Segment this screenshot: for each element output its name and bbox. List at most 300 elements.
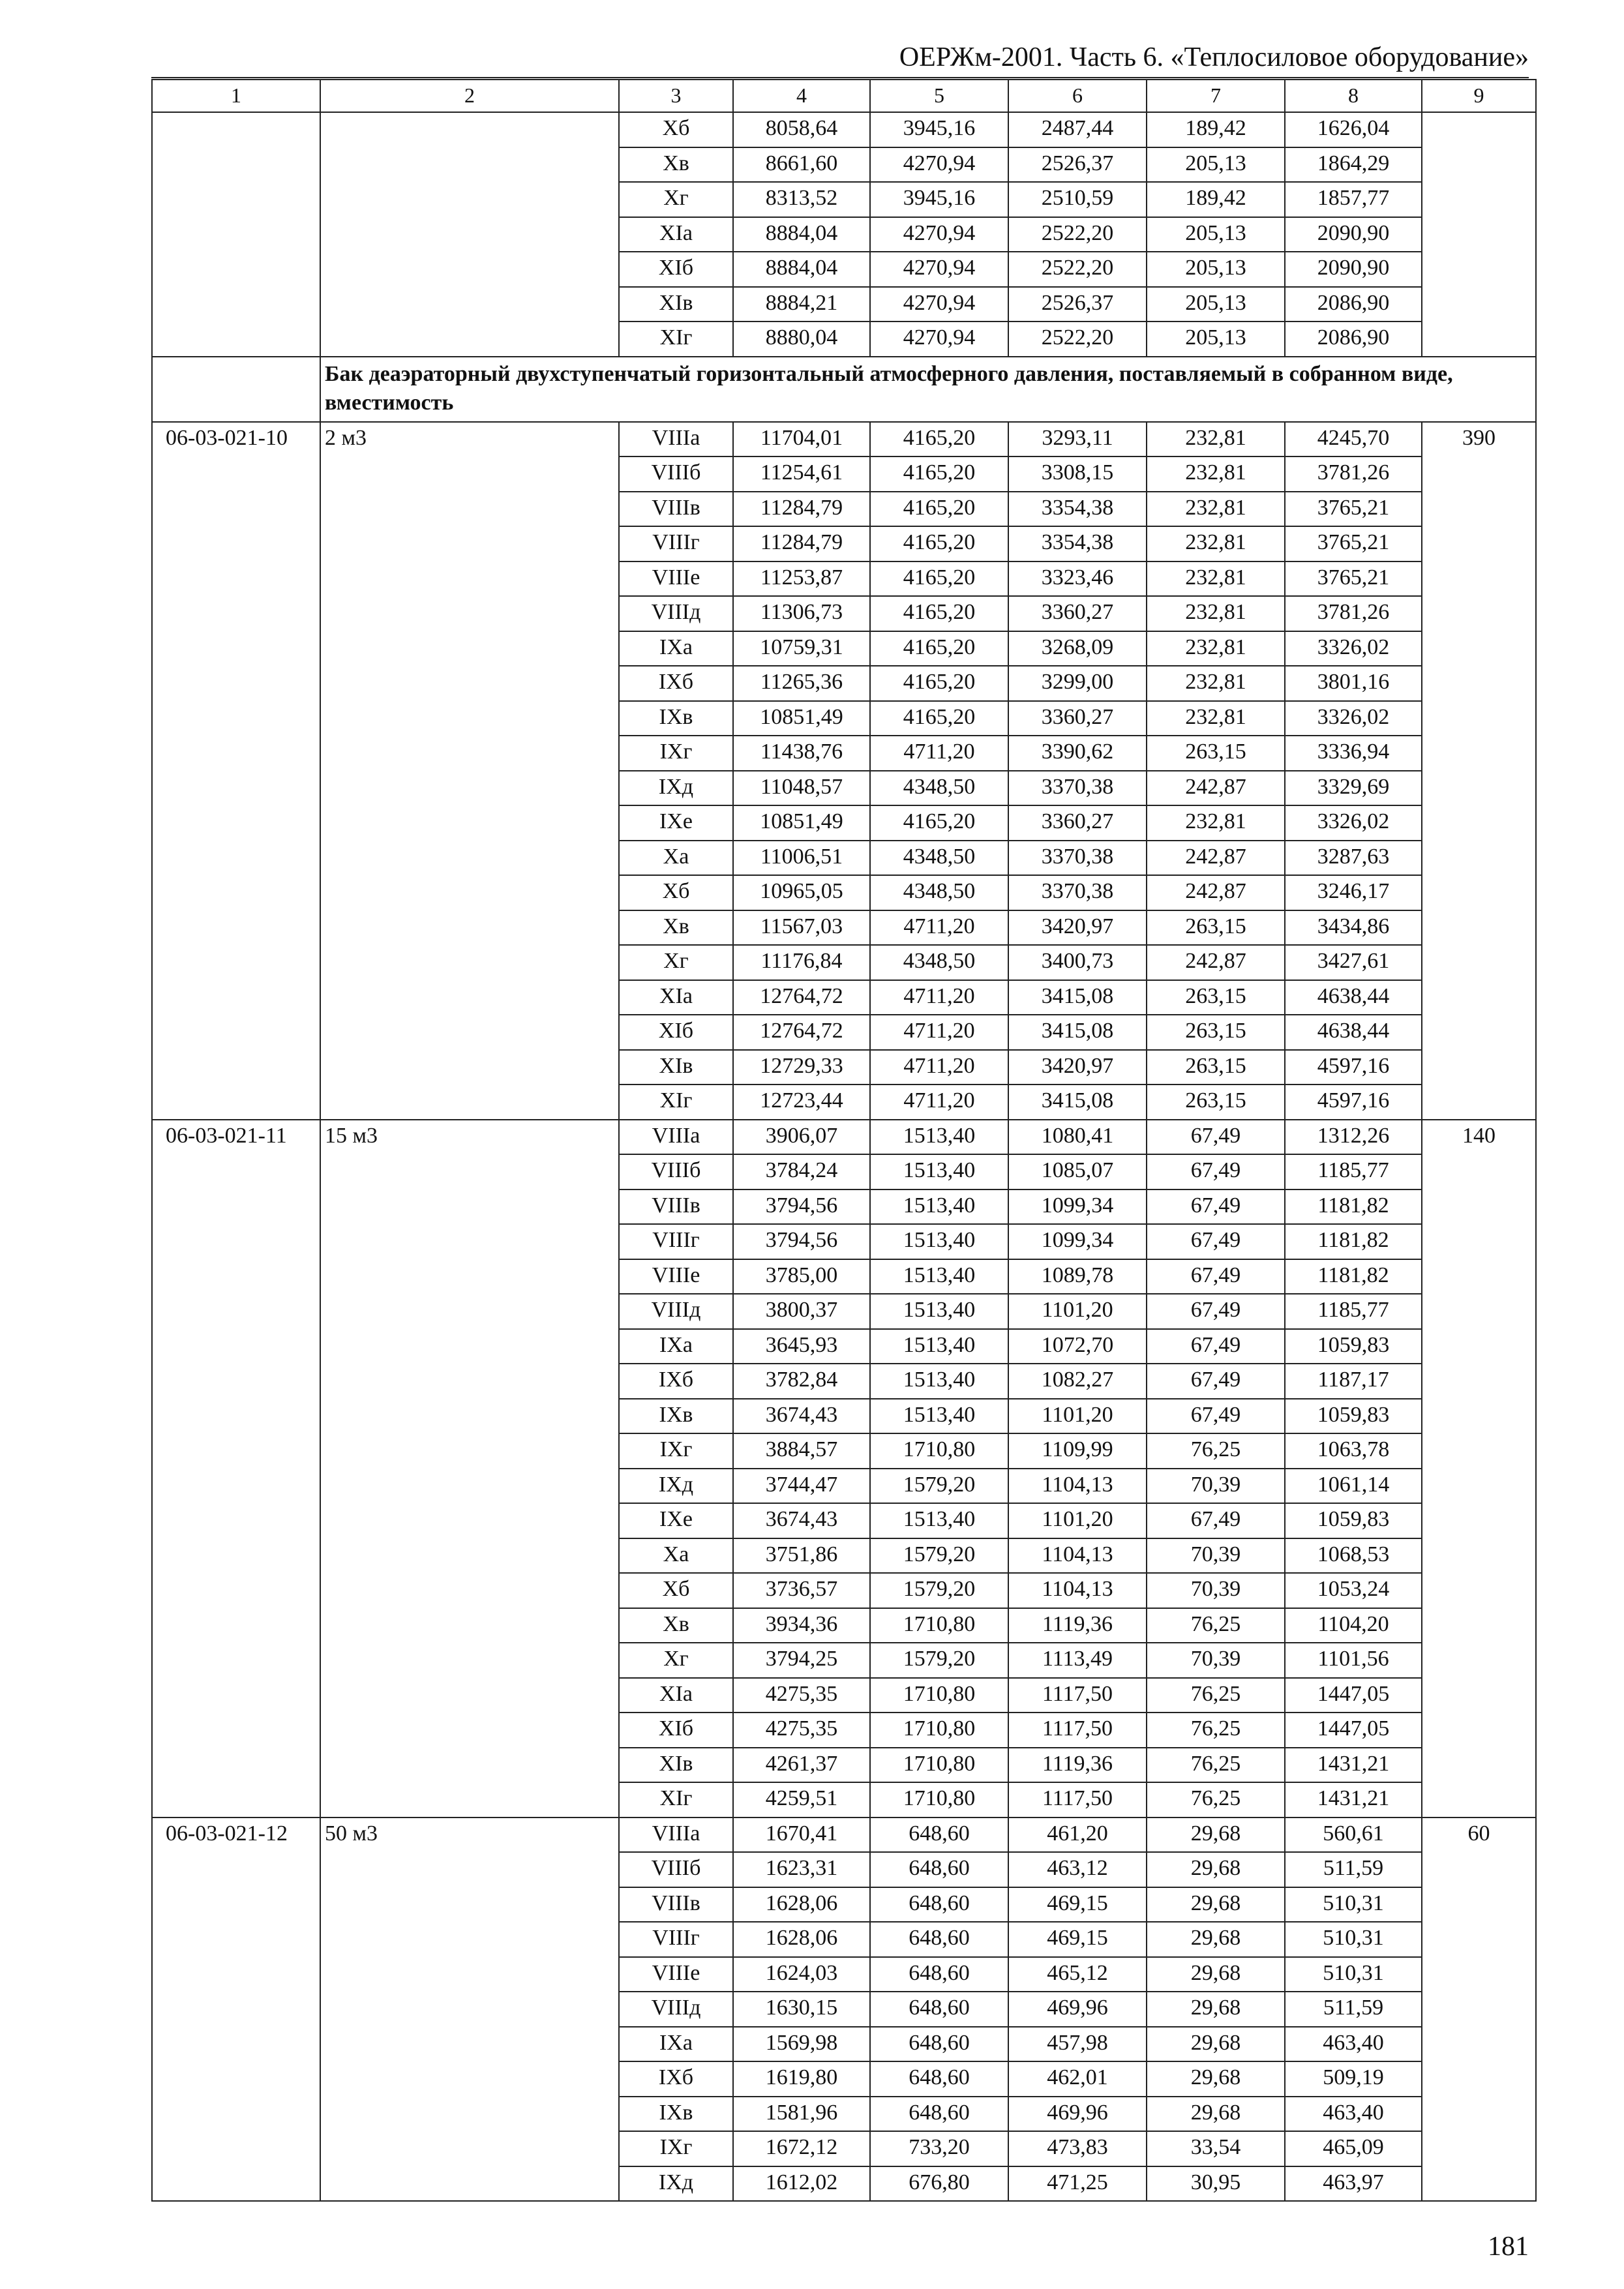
col4-value: 12729,33 — [733, 1050, 870, 1085]
zone-cell: IXв — [619, 1399, 733, 1434]
col8-value: 1185,77 — [1285, 1294, 1422, 1329]
col5-value: 648,60 — [870, 2061, 1008, 2097]
column-number: 7 — [1147, 80, 1285, 112]
col4-value: 10965,05 — [733, 875, 870, 910]
col7-value: 67,49 — [1147, 1364, 1285, 1399]
col4-value: 3751,86 — [733, 1538, 870, 1574]
col8-value: 3765,21 — [1285, 561, 1422, 597]
col5-value: 1513,40 — [870, 1503, 1008, 1538]
zone-cell: IXд — [619, 2166, 733, 2202]
col7-value: 205,13 — [1147, 322, 1285, 357]
zone-cell: VIIIд — [619, 596, 733, 631]
col5-value: 1710,80 — [870, 1608, 1008, 1643]
col6-value: 1089,78 — [1008, 1259, 1147, 1294]
column-number: 3 — [619, 80, 733, 112]
col9-value: 390 — [1422, 422, 1536, 1120]
empty-name-cell — [320, 112, 619, 357]
col5-value: 648,60 — [870, 2027, 1008, 2062]
col6-value: 2522,20 — [1008, 217, 1147, 252]
col7-value: 205,13 — [1147, 147, 1285, 183]
col7-value: 76,25 — [1147, 1678, 1285, 1713]
col6-value: 1085,07 — [1008, 1154, 1147, 1189]
col4-value: 1619,80 — [733, 2061, 870, 2097]
col4-value: 11176,84 — [733, 945, 870, 980]
col7-value: 232,81 — [1147, 701, 1285, 736]
col8-value: 1447,05 — [1285, 1678, 1422, 1713]
col6-value: 3370,38 — [1008, 841, 1147, 876]
col5-value: 1513,40 — [870, 1399, 1008, 1434]
empty-code-cell — [152, 112, 320, 357]
col6-value: 3370,38 — [1008, 771, 1147, 806]
col6-value: 1119,36 — [1008, 1748, 1147, 1783]
col5-value: 648,60 — [870, 1922, 1008, 1957]
col8-value: 2090,90 — [1285, 217, 1422, 252]
col7-value: 232,81 — [1147, 456, 1285, 492]
col8-value: 1061,14 — [1285, 1469, 1422, 1504]
col6-value: 1104,13 — [1008, 1538, 1147, 1574]
col5-value: 3945,16 — [870, 112, 1008, 147]
col4-value: 3785,00 — [733, 1259, 870, 1294]
col4-value: 11284,79 — [733, 526, 870, 561]
col6-value: 2487,44 — [1008, 112, 1147, 147]
col6-value: 3268,09 — [1008, 631, 1147, 666]
col4-value: 8884,04 — [733, 217, 870, 252]
col4-value: 11438,76 — [733, 736, 870, 771]
col7-value: 242,87 — [1147, 771, 1285, 806]
col6-value: 3360,27 — [1008, 596, 1147, 631]
col4-value: 3934,36 — [733, 1608, 870, 1643]
col6-value: 3390,62 — [1008, 736, 1147, 771]
col4-value: 8880,04 — [733, 322, 870, 357]
col7-value: 76,25 — [1147, 1608, 1285, 1643]
col8-value: 463,97 — [1285, 2166, 1422, 2202]
col8-value: 510,31 — [1285, 1922, 1422, 1957]
col7-value: 232,81 — [1147, 631, 1285, 666]
col9-value: 60 — [1422, 1818, 1536, 2202]
zone-cell: Xб — [619, 1573, 733, 1608]
col4-value: 12764,72 — [733, 1015, 870, 1050]
column-number: 4 — [733, 80, 870, 112]
col4-value: 11048,57 — [733, 771, 870, 806]
zone-cell: Xг — [619, 1643, 733, 1678]
col6-value: 461,20 — [1008, 1818, 1147, 1853]
zone-cell: Xг — [619, 945, 733, 980]
col5-value: 4270,94 — [870, 287, 1008, 322]
col6-value: 3308,15 — [1008, 456, 1147, 492]
rate-code: 06-03-021-12 — [152, 1818, 320, 2202]
zone-cell: VIIIб — [619, 1154, 733, 1189]
section-title: Бак деаэраторный двухступенчатый горизонтальный атмосферного давления, поставляемый в собранном виде, вместимость — [320, 357, 1536, 422]
col6-value: 469,15 — [1008, 1922, 1147, 1957]
col4-value: 1569,98 — [733, 2027, 870, 2062]
col8-value: 510,31 — [1285, 1957, 1422, 1992]
col5-value: 4711,20 — [870, 1050, 1008, 1085]
col4-value: 8884,04 — [733, 252, 870, 287]
col4-value: 11284,79 — [733, 492, 870, 527]
col6-value: 3420,97 — [1008, 910, 1147, 946]
col6-value: 1104,13 — [1008, 1573, 1147, 1608]
col8-value: 2086,90 — [1285, 322, 1422, 357]
col4-value: 3674,43 — [733, 1399, 870, 1434]
zone-cell: VIIIв — [619, 1887, 733, 1922]
col5-value: 4165,20 — [870, 596, 1008, 631]
col4-value: 1672,12 — [733, 2131, 870, 2166]
col5-value: 1513,40 — [870, 1294, 1008, 1329]
col6-value: 1117,50 — [1008, 1782, 1147, 1818]
zone-cell: XIв — [619, 1050, 733, 1085]
col7-value: 33,54 — [1147, 2131, 1285, 2166]
col8-value: 509,19 — [1285, 2061, 1422, 2097]
col5-value: 648,60 — [870, 1818, 1008, 1853]
col6-value: 3415,08 — [1008, 980, 1147, 1015]
zone-cell: IXв — [619, 2097, 733, 2132]
col4-value: 11253,87 — [733, 561, 870, 597]
col5-value: 1710,80 — [870, 1433, 1008, 1469]
col4-value: 3736,57 — [733, 1573, 870, 1608]
col4-value: 3906,07 — [733, 1120, 870, 1155]
col5-value: 648,60 — [870, 1957, 1008, 1992]
col7-value: 67,49 — [1147, 1399, 1285, 1434]
col8-value: 4245,70 — [1285, 422, 1422, 457]
col5-value: 1513,40 — [870, 1329, 1008, 1364]
rate-name: 50 м3 — [320, 1818, 619, 2202]
col6-value: 2522,20 — [1008, 322, 1147, 357]
col6-value: 1072,70 — [1008, 1329, 1147, 1364]
zone-cell: XIг — [619, 1085, 733, 1120]
col4-value: 10851,49 — [733, 701, 870, 736]
zone-cell: Xа — [619, 841, 733, 876]
col7-value: 67,49 — [1147, 1329, 1285, 1364]
col7-value: 189,42 — [1147, 112, 1285, 147]
col7-value: 70,39 — [1147, 1643, 1285, 1678]
col8-value: 1059,83 — [1285, 1329, 1422, 1364]
col6-value: 3354,38 — [1008, 526, 1147, 561]
col6-value: 473,83 — [1008, 2131, 1147, 2166]
col6-value: 3293,11 — [1008, 422, 1147, 457]
zone-cell: IXг — [619, 2131, 733, 2166]
col5-value: 1710,80 — [870, 1678, 1008, 1713]
col8-value: 3326,02 — [1285, 805, 1422, 841]
col6-value: 463,12 — [1008, 1852, 1147, 1887]
col4-value: 11567,03 — [733, 910, 870, 946]
col7-value: 70,39 — [1147, 1573, 1285, 1608]
zone-cell: Xв — [619, 147, 733, 183]
col6-value: 1101,20 — [1008, 1399, 1147, 1434]
zone-cell: Xг — [619, 182, 733, 217]
col4-value: 8884,21 — [733, 287, 870, 322]
col4-value: 8058,64 — [733, 112, 870, 147]
col6-value: 2522,20 — [1008, 252, 1147, 287]
running-header-title: ОЕРЖм-2001. Часть 6. «Теплосиловое оборудование» — [899, 42, 1529, 72]
table-body — [152, 80, 1536, 2201]
table-row — [152, 422, 1536, 457]
col6-value: 3400,73 — [1008, 945, 1147, 980]
col8-value: 1181,82 — [1285, 1259, 1422, 1294]
zone-cell: VIIIг — [619, 526, 733, 561]
rate-code: 06-03-021-11 — [152, 1120, 320, 1818]
zone-cell: IXа — [619, 1329, 733, 1364]
col4-value: 10851,49 — [733, 805, 870, 841]
col6-value: 1101,20 — [1008, 1294, 1147, 1329]
col6-value: 3360,27 — [1008, 805, 1147, 841]
zone-cell: IXб — [619, 1364, 733, 1399]
col6-value: 469,96 — [1008, 1992, 1147, 2027]
col4-value: 1612,02 — [733, 2166, 870, 2202]
col8-value: 4597,16 — [1285, 1050, 1422, 1085]
col7-value: 29,68 — [1147, 1922, 1285, 1957]
col4-value: 1624,03 — [733, 1957, 870, 1992]
col8-value: 3434,86 — [1285, 910, 1422, 946]
zone-cell: XIв — [619, 1748, 733, 1783]
zone-cell: VIIIа — [619, 1818, 733, 1853]
col8-value: 3246,17 — [1285, 875, 1422, 910]
col4-value: 10759,31 — [733, 631, 870, 666]
col5-value: 4270,94 — [870, 217, 1008, 252]
col7-value: 30,95 — [1147, 2166, 1285, 2202]
col4-value: 11006,51 — [733, 841, 870, 876]
zone-cell: VIIIб — [619, 1852, 733, 1887]
col5-value: 1513,40 — [870, 1120, 1008, 1155]
col4-value: 4275,35 — [733, 1713, 870, 1748]
col6-value: 1109,99 — [1008, 1433, 1147, 1469]
zone-cell: Xб — [619, 875, 733, 910]
zone-cell: XIа — [619, 1678, 733, 1713]
col5-value: 648,60 — [870, 1887, 1008, 1922]
zone-cell: VIIIг — [619, 1922, 733, 1957]
col5-value: 1513,40 — [870, 1364, 1008, 1399]
col8-value: 3326,02 — [1285, 631, 1422, 666]
col5-value: 648,60 — [870, 2097, 1008, 2132]
rate-code: 06-03-021-10 — [152, 422, 320, 1120]
column-number: 5 — [870, 80, 1008, 112]
col7-value: 67,49 — [1147, 1503, 1285, 1538]
col8-value: 1857,77 — [1285, 182, 1422, 217]
col7-value: 29,68 — [1147, 1992, 1285, 2027]
col5-value: 4165,20 — [870, 701, 1008, 736]
col5-value: 4165,20 — [870, 422, 1008, 457]
col7-value: 263,15 — [1147, 1085, 1285, 1120]
col8-value: 1104,20 — [1285, 1608, 1422, 1643]
col5-value: 4270,94 — [870, 252, 1008, 287]
zone-cell: IXе — [619, 805, 733, 841]
col6-value: 3323,46 — [1008, 561, 1147, 597]
col5-value: 3945,16 — [870, 182, 1008, 217]
col4-value: 1630,15 — [733, 1992, 870, 2027]
zone-cell: IXд — [619, 1469, 733, 1504]
col8-value: 4638,44 — [1285, 1015, 1422, 1050]
column-number: 6 — [1008, 80, 1147, 112]
col7-value: 67,49 — [1147, 1224, 1285, 1259]
col7-value: 29,68 — [1147, 1852, 1285, 1887]
col6-value: 1117,50 — [1008, 1678, 1147, 1713]
rates-table — [151, 79, 1537, 2202]
col5-value: 4348,50 — [870, 841, 1008, 876]
zone-cell: IXб — [619, 2061, 733, 2097]
zone-cell: VIIIб — [619, 456, 733, 492]
col4-value: 3794,56 — [733, 1189, 870, 1225]
page-number: 181 — [1488, 2232, 1529, 2262]
section-heading-row — [152, 357, 1536, 422]
col9-value: 140 — [1422, 1120, 1536, 1818]
col8-value: 1626,04 — [1285, 112, 1422, 147]
col8-value: 3801,16 — [1285, 666, 1422, 701]
col5-value: 4711,20 — [870, 910, 1008, 946]
col5-value: 4711,20 — [870, 736, 1008, 771]
zone-cell: XIб — [619, 1015, 733, 1050]
col4-value: 1628,06 — [733, 1922, 870, 1957]
col6-value: 2526,37 — [1008, 287, 1147, 322]
col8-value: 1187,17 — [1285, 1364, 1422, 1399]
col7-value: 242,87 — [1147, 875, 1285, 910]
col4-value: 4275,35 — [733, 1678, 870, 1713]
zone-cell: XIб — [619, 1713, 733, 1748]
col8-value: 1431,21 — [1285, 1782, 1422, 1818]
col8-value: 3765,21 — [1285, 492, 1422, 527]
col7-value: 205,13 — [1147, 217, 1285, 252]
zone-cell: Xа — [619, 1538, 733, 1574]
col8-value: 1185,77 — [1285, 1154, 1422, 1189]
col5-value: 4348,50 — [870, 945, 1008, 980]
zone-cell: XIб — [619, 252, 733, 287]
col8-value: 4597,16 — [1285, 1085, 1422, 1120]
zone-cell: Xб — [619, 112, 733, 147]
col6-value: 1099,34 — [1008, 1189, 1147, 1225]
zone-cell: IXа — [619, 631, 733, 666]
col5-value: 1710,80 — [870, 1782, 1008, 1818]
table-row — [152, 112, 1536, 147]
col7-value: 29,68 — [1147, 2027, 1285, 2062]
col8-value: 463,40 — [1285, 2097, 1422, 2132]
zone-cell: IXг — [619, 1433, 733, 1469]
col7-value: 76,25 — [1147, 1433, 1285, 1469]
col7-value: 205,13 — [1147, 287, 1285, 322]
col7-value: 70,39 — [1147, 1538, 1285, 1574]
col7-value: 263,15 — [1147, 980, 1285, 1015]
col5-value: 1710,80 — [870, 1713, 1008, 1748]
col5-value: 1579,20 — [870, 1573, 1008, 1608]
col4-value: 3794,56 — [733, 1224, 870, 1259]
col8-value: 511,59 — [1285, 1992, 1422, 2027]
col4-value: 3674,43 — [733, 1503, 870, 1538]
col5-value: 4711,20 — [870, 1015, 1008, 1050]
col6-value: 471,25 — [1008, 2166, 1147, 2202]
col8-value: 3781,26 — [1285, 456, 1422, 492]
col8-value: 1181,82 — [1285, 1224, 1422, 1259]
col4-value: 1623,31 — [733, 1852, 870, 1887]
col6-value: 1101,20 — [1008, 1503, 1147, 1538]
col5-value: 4165,20 — [870, 805, 1008, 841]
col4-value: 11704,01 — [733, 422, 870, 457]
col8-value: 3781,26 — [1285, 596, 1422, 631]
col8-value: 511,59 — [1285, 1852, 1422, 1887]
col8-value: 510,31 — [1285, 1887, 1422, 1922]
col5-value: 1513,40 — [870, 1224, 1008, 1259]
col5-value: 4270,94 — [870, 147, 1008, 183]
zone-cell: XIв — [619, 287, 733, 322]
col7-value: 232,81 — [1147, 596, 1285, 631]
col5-value: 1579,20 — [870, 1469, 1008, 1504]
col7-value: 67,49 — [1147, 1154, 1285, 1189]
col4-value: 11254,61 — [733, 456, 870, 492]
col4-value: 1628,06 — [733, 1887, 870, 1922]
col6-value: 469,15 — [1008, 1887, 1147, 1922]
col5-value: 4165,20 — [870, 666, 1008, 701]
col8-value: 3326,02 — [1285, 701, 1422, 736]
table-row — [152, 1120, 1536, 1155]
col5-value: 4348,50 — [870, 875, 1008, 910]
zone-cell: Xв — [619, 910, 733, 946]
col5-value: 4711,20 — [870, 1085, 1008, 1120]
zone-cell: VIIIе — [619, 561, 733, 597]
zone-cell: VIIIд — [619, 1294, 733, 1329]
col8-value: 3287,63 — [1285, 841, 1422, 876]
col7-value: 29,68 — [1147, 1818, 1285, 1853]
zone-cell: IXа — [619, 2027, 733, 2062]
col4-value: 12723,44 — [733, 1085, 870, 1120]
col5-value: 676,80 — [870, 2166, 1008, 2202]
col8-value: 1864,29 — [1285, 147, 1422, 183]
zone-cell: VIIIг — [619, 1224, 733, 1259]
col8-value: 3329,69 — [1285, 771, 1422, 806]
col6-value: 3420,97 — [1008, 1050, 1147, 1085]
col5-value: 4270,94 — [870, 322, 1008, 357]
col8-value: 1312,26 — [1285, 1120, 1422, 1155]
col4-value: 8313,52 — [733, 182, 870, 217]
col7-value: 67,49 — [1147, 1189, 1285, 1225]
zone-cell: VIIIв — [619, 492, 733, 527]
col5-value: 648,60 — [870, 1852, 1008, 1887]
col7-value: 70,39 — [1147, 1469, 1285, 1504]
col6-value: 1119,36 — [1008, 1608, 1147, 1643]
col5-value: 1579,20 — [870, 1643, 1008, 1678]
col6-value: 469,96 — [1008, 2097, 1147, 2132]
col7-value: 232,81 — [1147, 805, 1285, 841]
col5-value: 4165,20 — [870, 631, 1008, 666]
col6-value: 3370,38 — [1008, 875, 1147, 910]
col7-value: 76,25 — [1147, 1748, 1285, 1783]
col5-value: 648,60 — [870, 1992, 1008, 2027]
zone-cell: XIа — [619, 980, 733, 1015]
col6-value: 3415,08 — [1008, 1015, 1147, 1050]
col8-value: 1447,05 — [1285, 1713, 1422, 1748]
col5-value: 1579,20 — [870, 1538, 1008, 1574]
zone-cell: IXг — [619, 736, 733, 771]
col5-value: 4165,20 — [870, 561, 1008, 597]
col6-value: 1113,49 — [1008, 1643, 1147, 1678]
col8-value: 1063,78 — [1285, 1433, 1422, 1469]
col5-value: 4348,50 — [870, 771, 1008, 806]
col7-value: 67,49 — [1147, 1294, 1285, 1329]
col6-value: 457,98 — [1008, 2027, 1147, 2062]
col5-value: 1513,40 — [870, 1259, 1008, 1294]
col7-value: 29,68 — [1147, 1957, 1285, 1992]
col6-value: 3360,27 — [1008, 701, 1147, 736]
col4-value: 4261,37 — [733, 1748, 870, 1783]
col7-value: 263,15 — [1147, 736, 1285, 771]
col5-value: 1710,80 — [870, 1748, 1008, 1783]
col6-value: 462,01 — [1008, 2061, 1147, 2097]
zone-cell: VIIIа — [619, 422, 733, 457]
zone-cell: IXв — [619, 701, 733, 736]
col4-value: 11306,73 — [733, 596, 870, 631]
col5-value: 4165,20 — [870, 492, 1008, 527]
zone-cell: XIг — [619, 1782, 733, 1818]
col7-value: 232,81 — [1147, 561, 1285, 597]
col6-value: 1080,41 — [1008, 1120, 1147, 1155]
col8-value: 2086,90 — [1285, 287, 1422, 322]
col6-value: 3299,00 — [1008, 666, 1147, 701]
col8-value: 3427,61 — [1285, 945, 1422, 980]
